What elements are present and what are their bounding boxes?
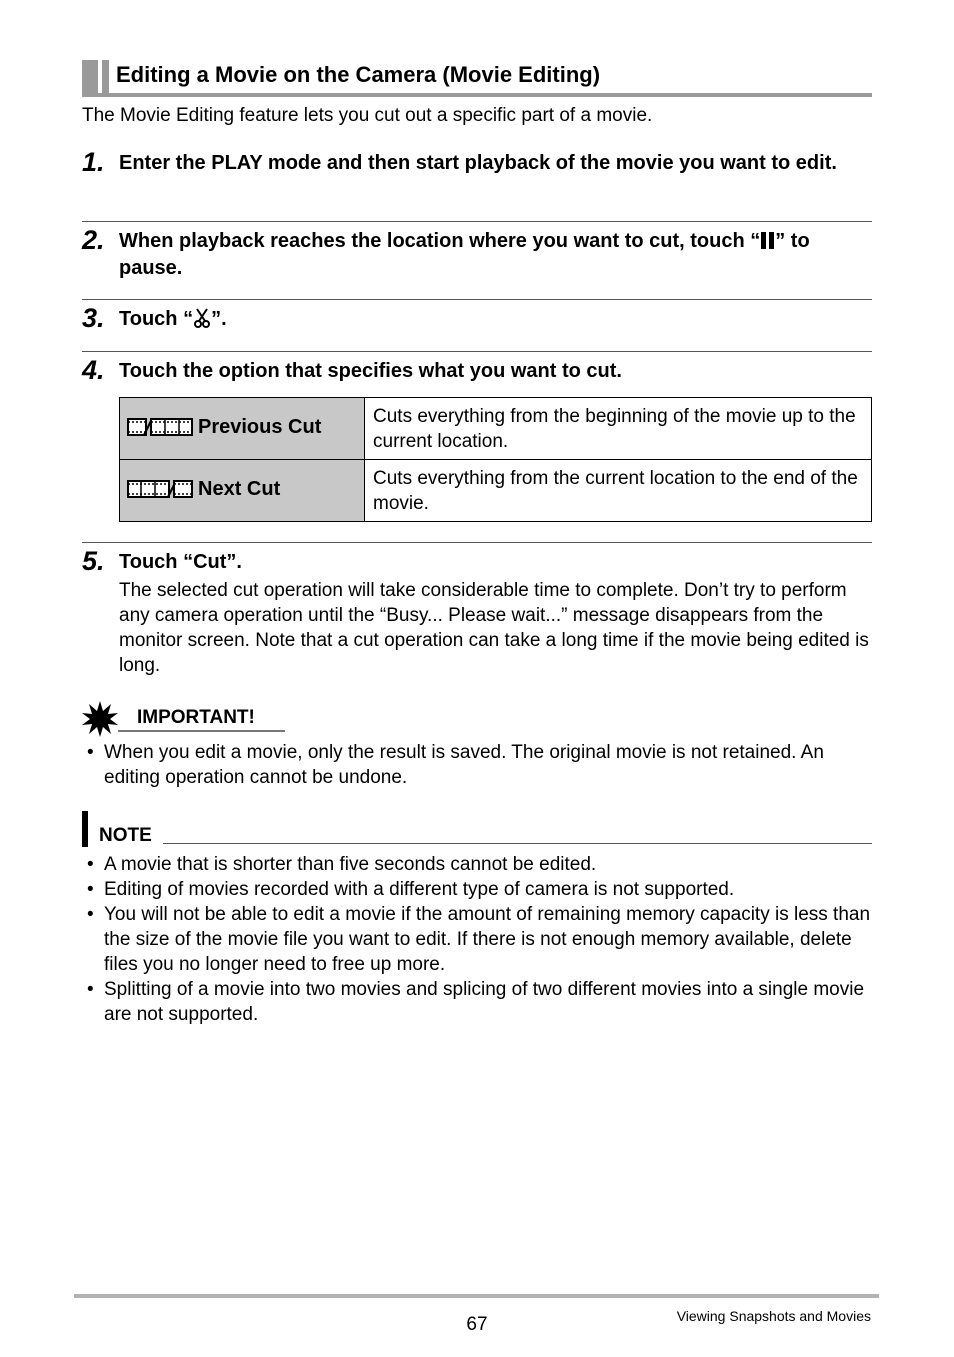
step-1-number: 1.: [82, 147, 105, 177]
pause-icon: [761, 232, 774, 249]
step-divider: [82, 351, 872, 352]
step-divider: [82, 299, 872, 300]
table-row: [120, 460, 872, 522]
next-cut-description: Cuts everything from the current location to the end of the movie.: [365, 460, 872, 522]
step-5-text: Touch “Cut”.: [119, 551, 242, 573]
note-list: [82, 852, 872, 1027]
table-row: [120, 398, 872, 460]
previous-cut-icon: [127, 418, 193, 442]
note-label: NOTE: [99, 825, 152, 846]
step-2-number: 2.: [82, 225, 105, 255]
step-3-text-before: Touch “: [119, 308, 194, 330]
next-cut-icon: [127, 480, 193, 504]
step-5-number: 5.: [82, 546, 105, 576]
scissors-icon: [194, 308, 210, 336]
step-1-text: Enter the PLAY mode and then start playback of the movie you want to edit.: [119, 152, 837, 174]
step-divider: [82, 221, 872, 222]
cut-options-table: [119, 397, 872, 522]
heading-rule: [82, 93, 872, 97]
section-title: Editing a Movie on the Camera (Movie Editing): [116, 62, 601, 87]
previous-cut-option: [120, 398, 365, 460]
intro-text: The Movie Editing feature lets you cut out a specific part of a movie.: [82, 105, 653, 126]
page-number: 67: [466, 1314, 488, 1335]
heading-bar-inner: [102, 60, 109, 96]
heading-bar-outer: [82, 60, 98, 96]
next-cut-label: Next Cut: [198, 477, 281, 500]
list-item: • You will not be able to edit a movie if the amount of remaining memory capacity is less than the size of the movie file you want to edit. If there is not enough memory available, delete files you no longer need to free up more.: [82, 902, 872, 977]
step-4-text: Touch the option that specifies what you want to cut.: [119, 360, 622, 382]
list-item: • A movie that is shorter than five seconds cannot be edited.: [82, 852, 872, 877]
step-5-body: The selected cut operation will take considerable time to complete. Don’t try to perform any camera operation until the “Busy... Please wait...” message disappears from the monitor screen. Note that a cut operation can take a long time if the movie being edited is long.: [119, 580, 869, 676]
important-list: [82, 740, 872, 790]
note-bar: [82, 811, 88, 847]
step-2-text-after: ” to pause.: [119, 230, 810, 279]
footer-rule: [74, 1294, 879, 1298]
important-rule: [118, 730, 285, 732]
important-label: IMPORTANT!: [137, 707, 255, 728]
previous-cut-description: Cuts everything from the beginning of the movie up to the current location.: [365, 398, 872, 460]
step-2-text: [119, 228, 871, 282]
list-item: • When you edit a movie, only the result is saved. The original movie is not retained. An editing operation cannot be undone.: [82, 740, 872, 790]
step-4-number: 4.: [82, 355, 105, 385]
previous-cut-label: Previous Cut: [198, 415, 322, 438]
list-item: • Splitting of a movie into two movies and splicing of two different movies into a single movie are not supported.: [82, 977, 872, 1027]
next-cut-option: [120, 460, 365, 522]
step-3-number: 3.: [82, 303, 105, 333]
note-rule: [163, 843, 872, 844]
list-item: • Editing of movies recorded with a different type of camera is not supported.: [82, 877, 872, 902]
important-burst-icon: [82, 701, 118, 742]
step-divider: [82, 542, 872, 543]
footer-section-title: Viewing Snapshots and Movies: [676, 1308, 871, 1324]
step-3-text: [119, 306, 871, 336]
step-2-text-before: When playback reaches the location where you want to cut, touch “: [119, 230, 761, 252]
step-3-text-after: ”.: [211, 308, 227, 330]
